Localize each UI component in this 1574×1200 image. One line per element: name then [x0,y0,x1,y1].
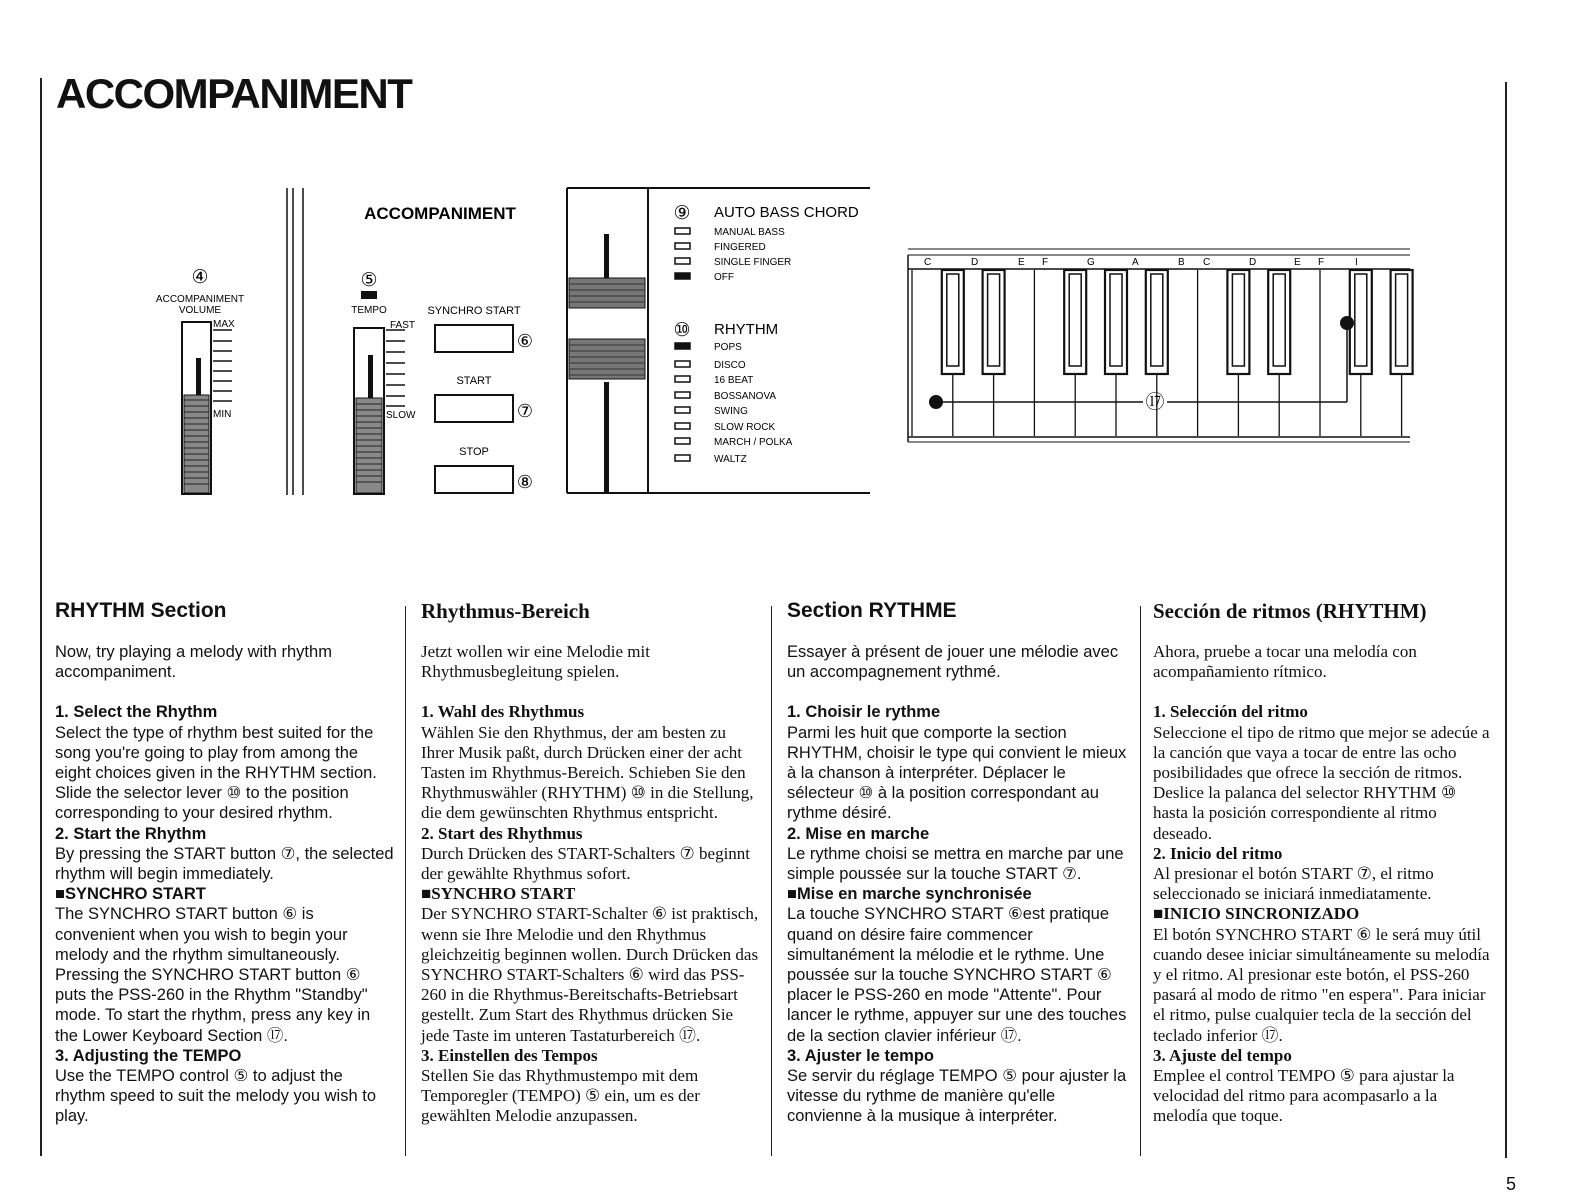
rhythm-option-indicators [675,343,690,461]
black-key [1227,270,1249,374]
spanish-heading: Sección de ritmos (RHYTHM) [1153,599,1427,623]
volume-label-2: VOLUME [178,305,222,316]
synchro-start-button[interactable] [435,325,513,352]
english-synchro-body: The SYNCHRO START button ⑥ is convenient when you wish to begin your melody and the rhythm simultaneously. Pressing the SYNCHRO START button ⑥ puts the PSS-260 in the Rhythm "Standby" mode. To start the rhythm, press any key in the Lower Keyboard Section ⑰. [55,905,371,1045]
german-step1-body: Wählen Sie den Rhythmus, der am besten zu Ihrer Musik paßt, durch Drücken einer der acht Tasten im Rhythmus-Bereich. Schieben Sie den Rhythmuswähler (RHYTHM) ⑩ in die Stellung, die dem gewünschten Rhythmus entspricht. [421,722,754,823]
german-heading: Rhythmus-Bereich [421,599,590,623]
spanish-step1-title: 1. Selección del ritmo [1153,702,1308,722]
start-callout: ⑦ [516,401,534,421]
french-heading: Section RYTHME [787,599,957,622]
panel-divider [287,188,303,495]
black-key [942,270,964,374]
german-step3-body: Stellen Sie das Rhythmustempo mit dem Temporegler (TEMPO) ⑤ ein, um es der gewählten Melodie anzupassen. [421,1066,700,1126]
german-intro: Jetzt wollen wir eine Melodie mit Rhythmusbegleitung spielen. [421,642,650,682]
german-step1-title: 1. Wahl des Rhythmus [421,702,585,722]
spanish-column [1153,598,1493,1127]
key-note-label: C [1203,257,1211,268]
key-note-label: D [971,257,979,268]
volume-callout: ④ [191,267,209,288]
column-rule-2 [771,606,772,1156]
stop-callout: ⑧ [516,472,534,492]
german-synchro-title: ■SYNCHRO START [421,884,576,904]
rhythm-lever-stem [604,382,609,492]
spanish-step3-body: Emplee el control TEMPO ⑤ para ajustar la velocidad del ritmo para acompasarlo a la melodía que toque. [1153,1066,1455,1126]
abc-lever-stem [604,234,609,280]
key-note-label: A [1132,257,1139,268]
tempo-callout: ⑤ [360,270,378,291]
rhythm-title: RHYTHM [714,321,779,338]
black-key [1105,270,1127,374]
panel-heading: ACCOMPANIMENT [364,204,516,223]
english-synchro-title: ■SYNCHRO START [55,885,206,904]
rhythm-callout: ⑩ [673,320,691,341]
synchro-start-label: SYNCHRO START [427,305,521,317]
english-intro: Now, try playing a melody with rhythm accompaniment. [55,643,332,682]
key-note-label: F [1318,257,1325,268]
tempo-indicator [361,291,377,299]
tempo-slider[interactable] [354,328,384,494]
tempo-label: TEMPO [351,305,387,316]
abc-option: MANUAL BASS [714,227,785,238]
rhythm-option: SLOW ROCK [714,422,776,433]
spanish-step1-body: Seleccione el tipo de ritmo que mejor se adecúe a la canción que vaya a tocar de entre las ocho posibilidades que ofrece la sección de ritmos. Deslice la palanca del selector RHYTHM ⑩ hasta la posición correspondiente al ritmo deseado. [1153,722,1490,843]
english-step2-body: By pressing the START button ⑦, the selected rhythm will begin immediately. [55,844,394,884]
key-note-label: I [1355,257,1358,268]
english-step1-body: Select the type of rhythm best suited for the song you're going to play from among the eight choices given in the RHYTHM section. Slide the selector lever ⑩ to the position corresponding to your desired rhythm. [55,723,377,823]
key-note-label: E [1018,257,1025,268]
column-rule-1 [405,606,406,1156]
french-synchro-body: La touche SYNCHRO START ⑥est pratique quand on désire faire commencer simultanément la mélodie et le rythme. Une poussée sur la touche SYNCHRO START ⑥ placer le PSS-260 en mode "Attente". Pour lancer le rythme, appuyer sur une des touches de la section clavier inférieur ⑰. [787,905,1127,1045]
key-note-label: G [1087,257,1095,268]
rhythm-option: MARCH / POLKA [714,437,793,448]
abc-title: AUTO BASS CHORD [714,204,859,221]
tempo-slow-label: SLOW [386,410,416,421]
key-note-label: B [1178,257,1185,268]
stop-label: STOP [459,446,489,458]
german-step2-body: Durch Drücken des START-Schalters ⑦ beginnt der gewählte Rhythmus sofort. [421,843,751,884]
rhythm-option: DISCO [714,360,746,371]
key-note-label: F [1042,257,1049,268]
german-step2-title: 2. Start des Rhythmus [421,823,583,843]
french-step3-title: 3. Ajuster le tempo [787,1046,935,1065]
english-step1-title: 1. Select the Rhythm [55,703,218,722]
column-rule-3 [1140,606,1141,1156]
english-step3-title: 3. Adjusting the TEMPO [55,1046,242,1065]
abc-option: SINGLE FINGER [714,257,792,268]
french-step2-title: 2. Mise en marche [787,824,930,843]
english-step2-title: 2. Start the Rhythm [55,824,207,843]
page-number: 5 [1505,1174,1516,1194]
volume-scale-ticks [213,330,232,401]
french-step1-title: 1. Choisir le rythme [787,703,941,722]
french-step3-body: Se servir du réglage TEMPO ⑤ pour ajuster la vitesse du rythme de manière qu'elle convienne à la musique à interpréter. [787,1067,1127,1126]
black-key [1391,270,1413,374]
german-column [421,598,761,1127]
spanish-step2-title: 2. Inicio del ritmo [1153,843,1283,863]
german-step3-title: 3. Einstellen des Tempos [421,1045,598,1065]
abc-option-indicators [675,228,690,279]
black-key [1146,270,1168,374]
english-column [55,598,395,1127]
french-intro: Essayer à présent de jouer une mélodie avec un accompagnement rythmé. [787,643,1119,682]
spanish-synchro-title: ■INICIO SINCRONIZADO [1153,904,1360,924]
rhythm-option: 16 BEAT [714,375,754,386]
spanish-step2-body: Al presionar el botón START ⑦, el ritmo seleccionado se iniciará inmediatamente. [1153,864,1434,904]
spanish-step3-title: 3. Ajuste del tempo [1153,1045,1292,1065]
abc-option: FINGERED [714,242,766,253]
rhythm-option: POPS [714,342,742,353]
tempo-fast-label: FAST [390,320,416,331]
volume-min-label: MIN [213,409,232,420]
tempo-scale-ticks [386,330,405,406]
volume-label-1: ACCOMPANIMENT [155,294,245,305]
accompaniment-panel-diagram [0,0,1574,520]
rhythm-option: BOSSANOVA [714,391,777,402]
french-column [787,598,1127,1127]
black-key [1268,270,1290,374]
french-step1-body: Parmi les huit que comporte la section RHYTHM, choisir le type qui convient le mieux à la chanson à interpréter. Déplacer le sélecteur ⑩ à la position correspondant au rythme désiré. [787,723,1127,823]
stop-button[interactable] [435,466,513,493]
keyboard-diagram [908,249,1413,442]
abc-callout: ⑨ [673,203,691,224]
rhythm-option: WALTZ [714,454,747,465]
english-heading: RHYTHM Section [55,599,227,622]
key-note-label: C [924,257,932,268]
black-key [983,270,1005,374]
start-button[interactable] [435,395,513,422]
lower-keyboard-callout: ⑰ [1145,392,1165,413]
key-note-label: E [1294,257,1301,268]
page-title: ACCOMPANIMENT [56,70,412,117]
abc-option: OFF [714,272,734,283]
german-synchro-body: Der SYNCHRO START-Schalter ⑥ ist praktisch, wenn sie Ihre Melodie und den Rhythmus gleichzeitig beginnen wollen. Durch Drücken das SYNCHRO START-Schalters ⑥ wird das PSS-260 in die Rhythmus-Bereitschafts-Betriebsart gestellt. Zum Start des Rhythmus drücken Sie jede Taste im unteren Tastaturbereich ⑰. [421,904,759,1045]
abc-selector-lever[interactable] [569,278,645,308]
key-note-label: D [1249,257,1257,268]
french-step2-body: Le rythme choisi se mettra en marche par une simple poussée sur la touche START ⑦. [787,844,1124,884]
rhythm-option: SWING [714,406,748,417]
synchro-start-callout: ⑥ [516,331,534,351]
spanish-intro: Ahora, pruebe a tocar una melodía con acompañamiento rítmico. [1153,642,1417,682]
french-synchro-title: ■Mise en marche synchronisée [787,885,1032,904]
volume-slider[interactable] [182,322,211,494]
start-label: START [456,375,492,387]
black-key [1064,270,1086,374]
volume-max-label: MAX [213,319,235,330]
spanish-synchro-body: El botón SYNCHRO START ⑥ le será muy útil cuando desee iniciar simultáneamente su melodía y el ritmo. Al presionar este botón, el PSS-260 pasará al modo de ritmo "en espera". Para iniciar el ritmo, pulse cualquier tecla de la sección del teclado inferior ⑰. [1153,924,1490,1045]
english-step3-body: Use the TEMPO control ⑤ to adjust the rhythm speed to suit the melody you wish to play. [55,1067,376,1126]
